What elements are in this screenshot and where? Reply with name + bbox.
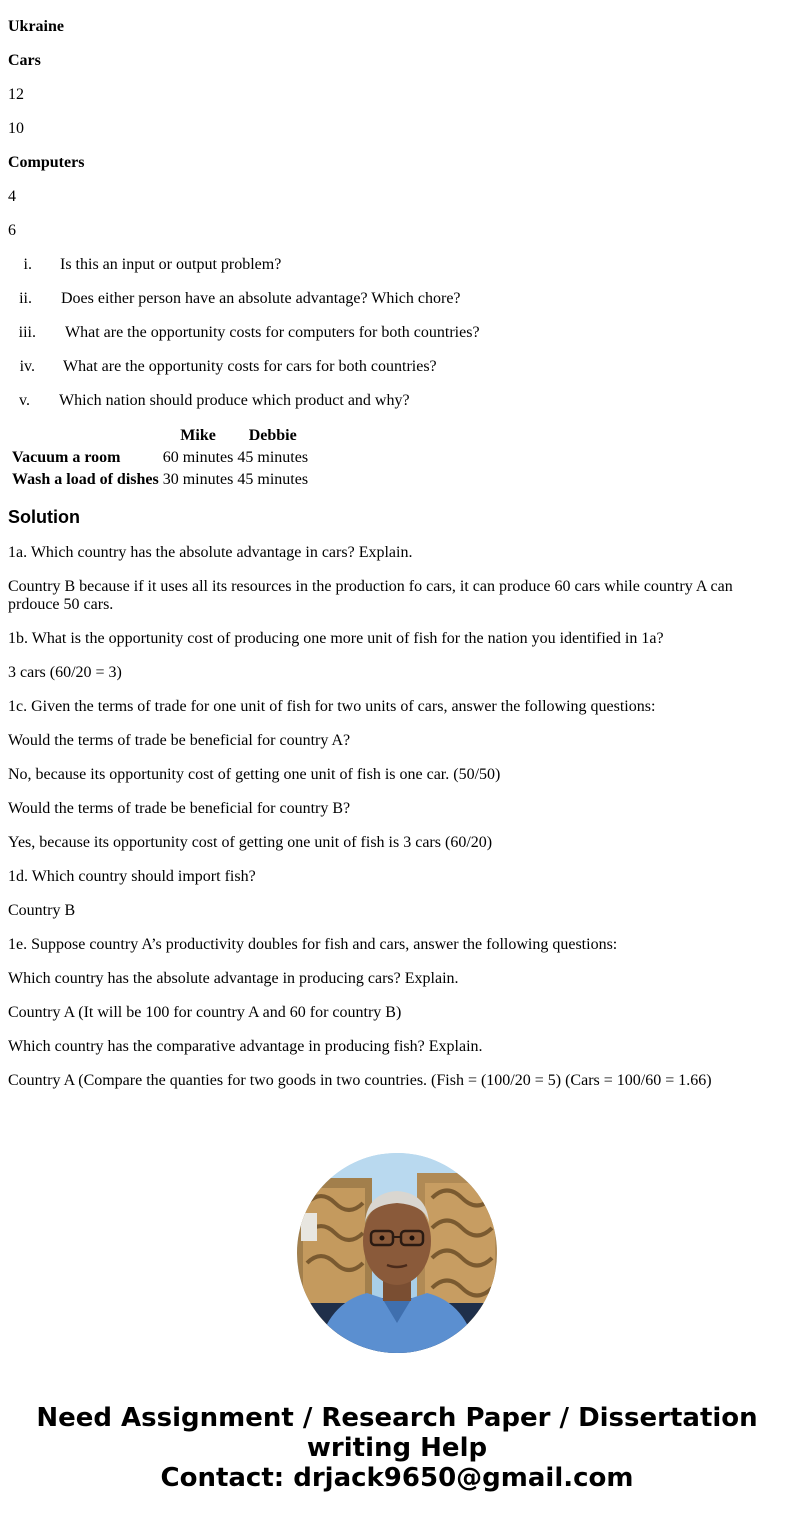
table-header-row: [11, 426, 309, 446]
solution-paragraph: 1d. Which country should import fish?: [8, 868, 256, 885]
solution-paragraph: 1b. What is the opportunity cost of producing one more unit of fish for the nation you identified in 1a?: [8, 630, 664, 647]
promo-banner: [0, 1403, 794, 1493]
question-text: Which nation should produce which product and why?: [59, 392, 410, 409]
table-cell: 45 minutes: [237, 449, 309, 466]
question-number: v.: [19, 392, 30, 409]
solution-paragraph: 1a. Which country has the absolute advantage in cars? Explain.: [8, 544, 413, 561]
table-header-cell: Debbie: [248, 427, 297, 444]
question-text: What are the opportunity costs for cars for both countries?: [63, 358, 437, 375]
table-header-cell: Mike: [180, 427, 216, 444]
person-portrait-image: [297, 1153, 497, 1353]
table-row: [11, 448, 309, 468]
question-text: What are the opportunity costs for computers for both countries?: [65, 324, 480, 341]
solution-heading: Solution: [8, 507, 80, 527]
chores-table: [9, 424, 311, 492]
solution-paragraph: Country B: [8, 902, 76, 919]
country-ukraine: Ukraine: [8, 18, 64, 35]
solution-paragraph: No, because its opportunity cost of getting one unit of fish is one car. (50/50): [8, 766, 501, 783]
document-body: [8, 0, 786, 1106]
solution-paragraph: Would the terms of trade be beneficial for country B?: [8, 800, 351, 817]
contact-email-text: Contact: drjack9650@gmail.com: [160, 1463, 634, 1493]
question-item: [8, 358, 786, 376]
solution-paragraph: Yes, because its opportunity cost of getting one unit of fish is 3 cars (60/20): [8, 834, 493, 851]
question-text: Does either person have an absolute advantage? Which chore?: [61, 290, 461, 307]
computers-value-ukraine: 6: [8, 222, 16, 239]
solution-paragraph: Country A (It will be 100 for country A and 60 for country B): [8, 1004, 402, 1021]
question-number: iii.: [18, 324, 36, 341]
solution-paragraph: 1c. Given the terms of trade for one unit of fish for two units of cars, answer the following questions:: [8, 698, 656, 715]
promo-line: Need Assignment / Research Paper / Dissertation: [36, 1403, 758, 1433]
question-number: iv.: [19, 358, 35, 375]
solution-paragraph: Would the terms of trade be beneficial for country A?: [8, 732, 351, 749]
solution-paragraph: Which country has the absolute advantage in producing cars? Explain.: [8, 970, 459, 987]
country-poland: [8, 0, 786, 2]
question-item: [8, 290, 786, 308]
table-row-label: Vacuum a room: [12, 449, 121, 466]
table-row-label: Wash a load of dishes: [12, 471, 159, 488]
table-cell: 30 minutes: [162, 471, 234, 488]
solution-paragraph: Country B because if it uses all its resources in the production fo cars, it can produce 60 cars while country A can prdouce 50 cars.: [8, 578, 733, 613]
solution-paragraph: Which country has the comparative advantage in producing fish? Explain.: [8, 1038, 483, 1055]
solution-paragraph: 1e. Suppose country A’s productivity doubles for fish and cars, answer the following questions:: [8, 936, 618, 953]
question-text: Is this an input or output problem?: [60, 256, 282, 273]
table-header-cell: [11, 426, 160, 446]
cars-value-ukraine: 10: [8, 120, 24, 137]
good-computers-label: Computers: [8, 154, 85, 171]
avatar: [297, 1153, 497, 1353]
computers-value-poland: 4: [8, 188, 16, 205]
question-item: [8, 324, 786, 342]
solution-body: [8, 544, 786, 1090]
table-cell: 45 minutes: [237, 471, 309, 488]
question-number: ii.: [19, 290, 32, 307]
table-row: [11, 470, 309, 490]
cars-value-poland: 12: [8, 86, 24, 103]
promo-line: writing Help: [306, 1433, 488, 1463]
good-cars-label: Cars: [8, 52, 41, 69]
table-cell: 60 minutes: [162, 449, 234, 466]
solution-paragraph: 3 cars (60/20 = 3): [8, 664, 122, 681]
solution-paragraph: Country A (Compare the quanties for two goods in two countries. (Fish = (100/20 = 5) (Cars = 100/60 = 1.66): [8, 1072, 712, 1089]
question-number: i.: [23, 256, 32, 273]
question-list: [8, 256, 786, 410]
question-item: [8, 256, 786, 274]
question-item: [8, 392, 786, 410]
